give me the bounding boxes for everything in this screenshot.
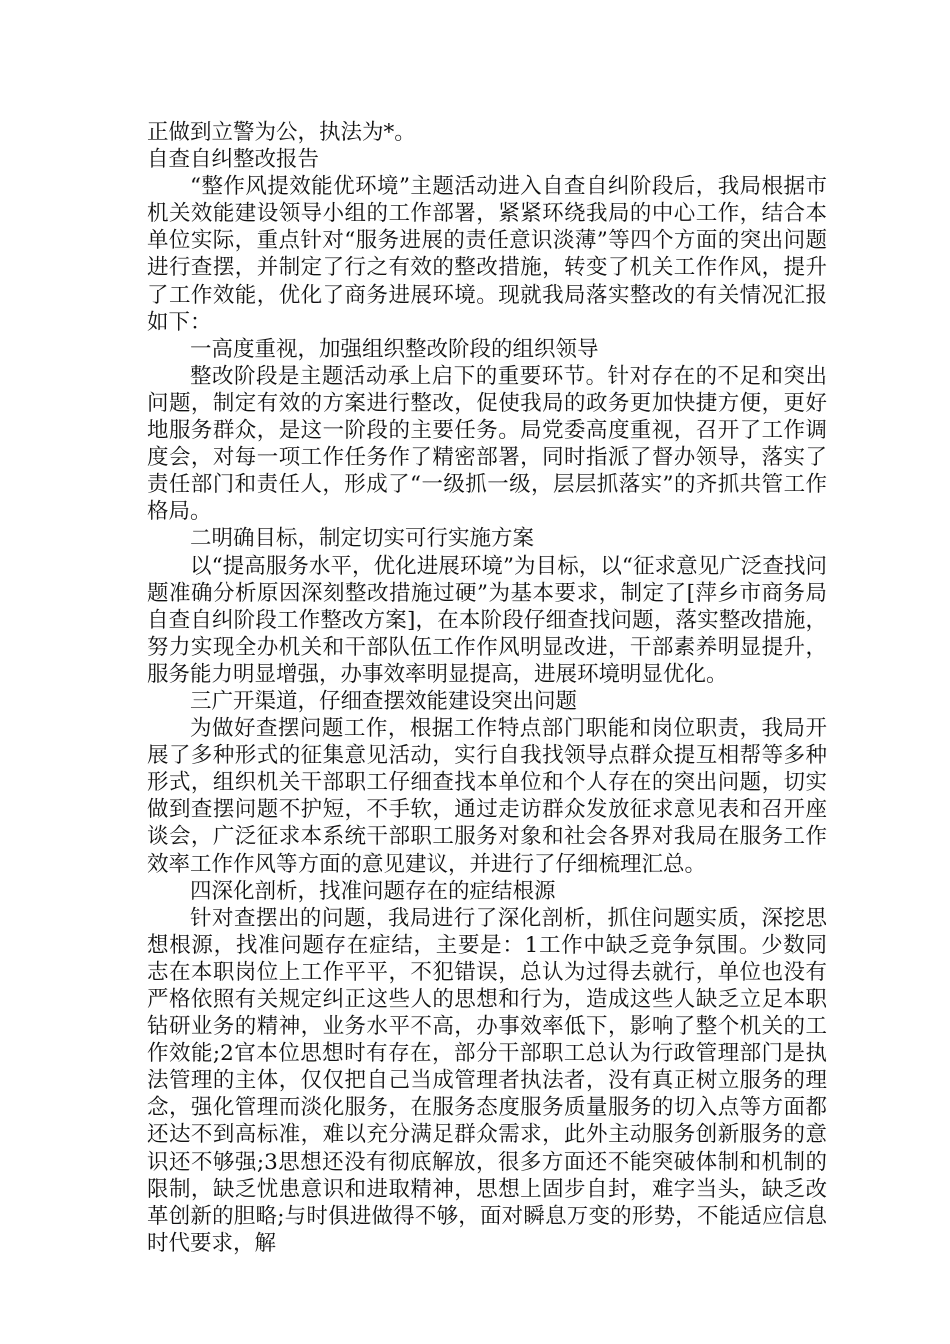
body-paragraph: 针对查摆出的问题，我局进行了深化剖析，抓住问题实质，深挖思想根源，找准问题存在症结，主要是：1工作中缺乏竞争氛围。少数同志在本职岗位上工作平平，不犯错误，总认为过得去就行，单位也没有严格依照有关规定纠正这些人的思想和行为，造成这些人缺乏立足本职钻研业务的精神，业务水平不高，办事效率低下，影响了整个机关的工作效能;2官本位思想时有存在，部分干部职工总认为行政管理部门是执法管理的主体，仅仅把自己当成管理者执法者，没有真正树立服务的理念，强化管理而淡化服务，在服务态度服务质量服务的切入点等方面都还达不到高标准，难以充分满足群众需求，此外主动服务创新服务的意识还不够强;3思想还没有彻底解放，很多方面还不能突破体制和机制的限制，缺乏忧患意识和进取精神，思想上固步自封，难字当头，缺乏改革创新的胆略;与时俱进做得不够，面对瞬息万变的形势，不能适应信息时代要求，解 (147, 905, 827, 1256)
body-paragraph: 为做好查摆问题工作，根据工作特点部门职能和岗位职责，我局开展了多种形式的征集意见活动，实行自我找领导点群众提互相帮等多种形式，组织机关干部职工仔细查找本单位和个人存在的突出问题，切实做到查摆问题不护短，不手软，通过走访群众发放征求意见表和召开座谈会，广泛征求本系统干部职工服务对象和社会各界对我局在服务工作效率工作作风等方面的意见建议，并进行了仔细梳理汇总。 (147, 716, 827, 877)
section-heading: 一高度重视，加强组织整改阶段的组织领导 (190, 336, 599, 362)
body-paragraph: 整改阶段是主题活动承上启下的重要环节。针对存在的不足和突出问题，制定有效的方案进行整改，促使我局的政务更加快捷方便，更好地服务群众，是这一阶段的主要任务。局党委高度重视，召开了工作调度会，对每一项工作任务作了精密部署，同时指派了督办领导，落实了责任部门和责任人，形成了“一级抓一级，层层抓落实”的齐抓共管工作格局。 (147, 363, 827, 525)
document-body (147, 119, 827, 1257)
section-heading: 三广开渠道，仔细查摆效能建设突出问题 (190, 688, 578, 714)
body-paragraph: 以“提高服务水平，优化进展环境”为目标，以“征求意见广泛查找问题准确分析原因深刻整改措施过硬”为基本要求，制定了[萍乡市商务局自查自纠阶段工作整改方案]，在本阶段仔细查找问题，落实整改措施，努力实现全办机关和干部队伍工作作风明显改进，干部素养明显提升，服务能力明显增强，办事效率明显提高，进展环境明显优化。 (147, 553, 827, 687)
section-heading: 二明确目标，制定切实可行实施方案 (190, 526, 535, 552)
body-paragraph: “整作风提效能优环境”主题活动进入自查自纠阶段后，我局根据市机关效能建设领导小组的工作部署，紧紧环绕我局的中心工作，结合本单位实际，重点针对“服务进展的责任意识淡薄”等四个方面的突出问题进行查摆，并制定了行之有效的整改措施，转变了机关工作作风，提升了工作效能，优化了商务进展环境。现就我局落实整改的有关情况汇报如下： (147, 174, 827, 335)
section-heading: 四深化剖析，找准问题存在的症结根源 (190, 878, 556, 904)
report-title: 自查自纠整改报告 (147, 147, 320, 173)
lead-line: 正做到立警为公，执法为*。 (147, 120, 416, 145)
